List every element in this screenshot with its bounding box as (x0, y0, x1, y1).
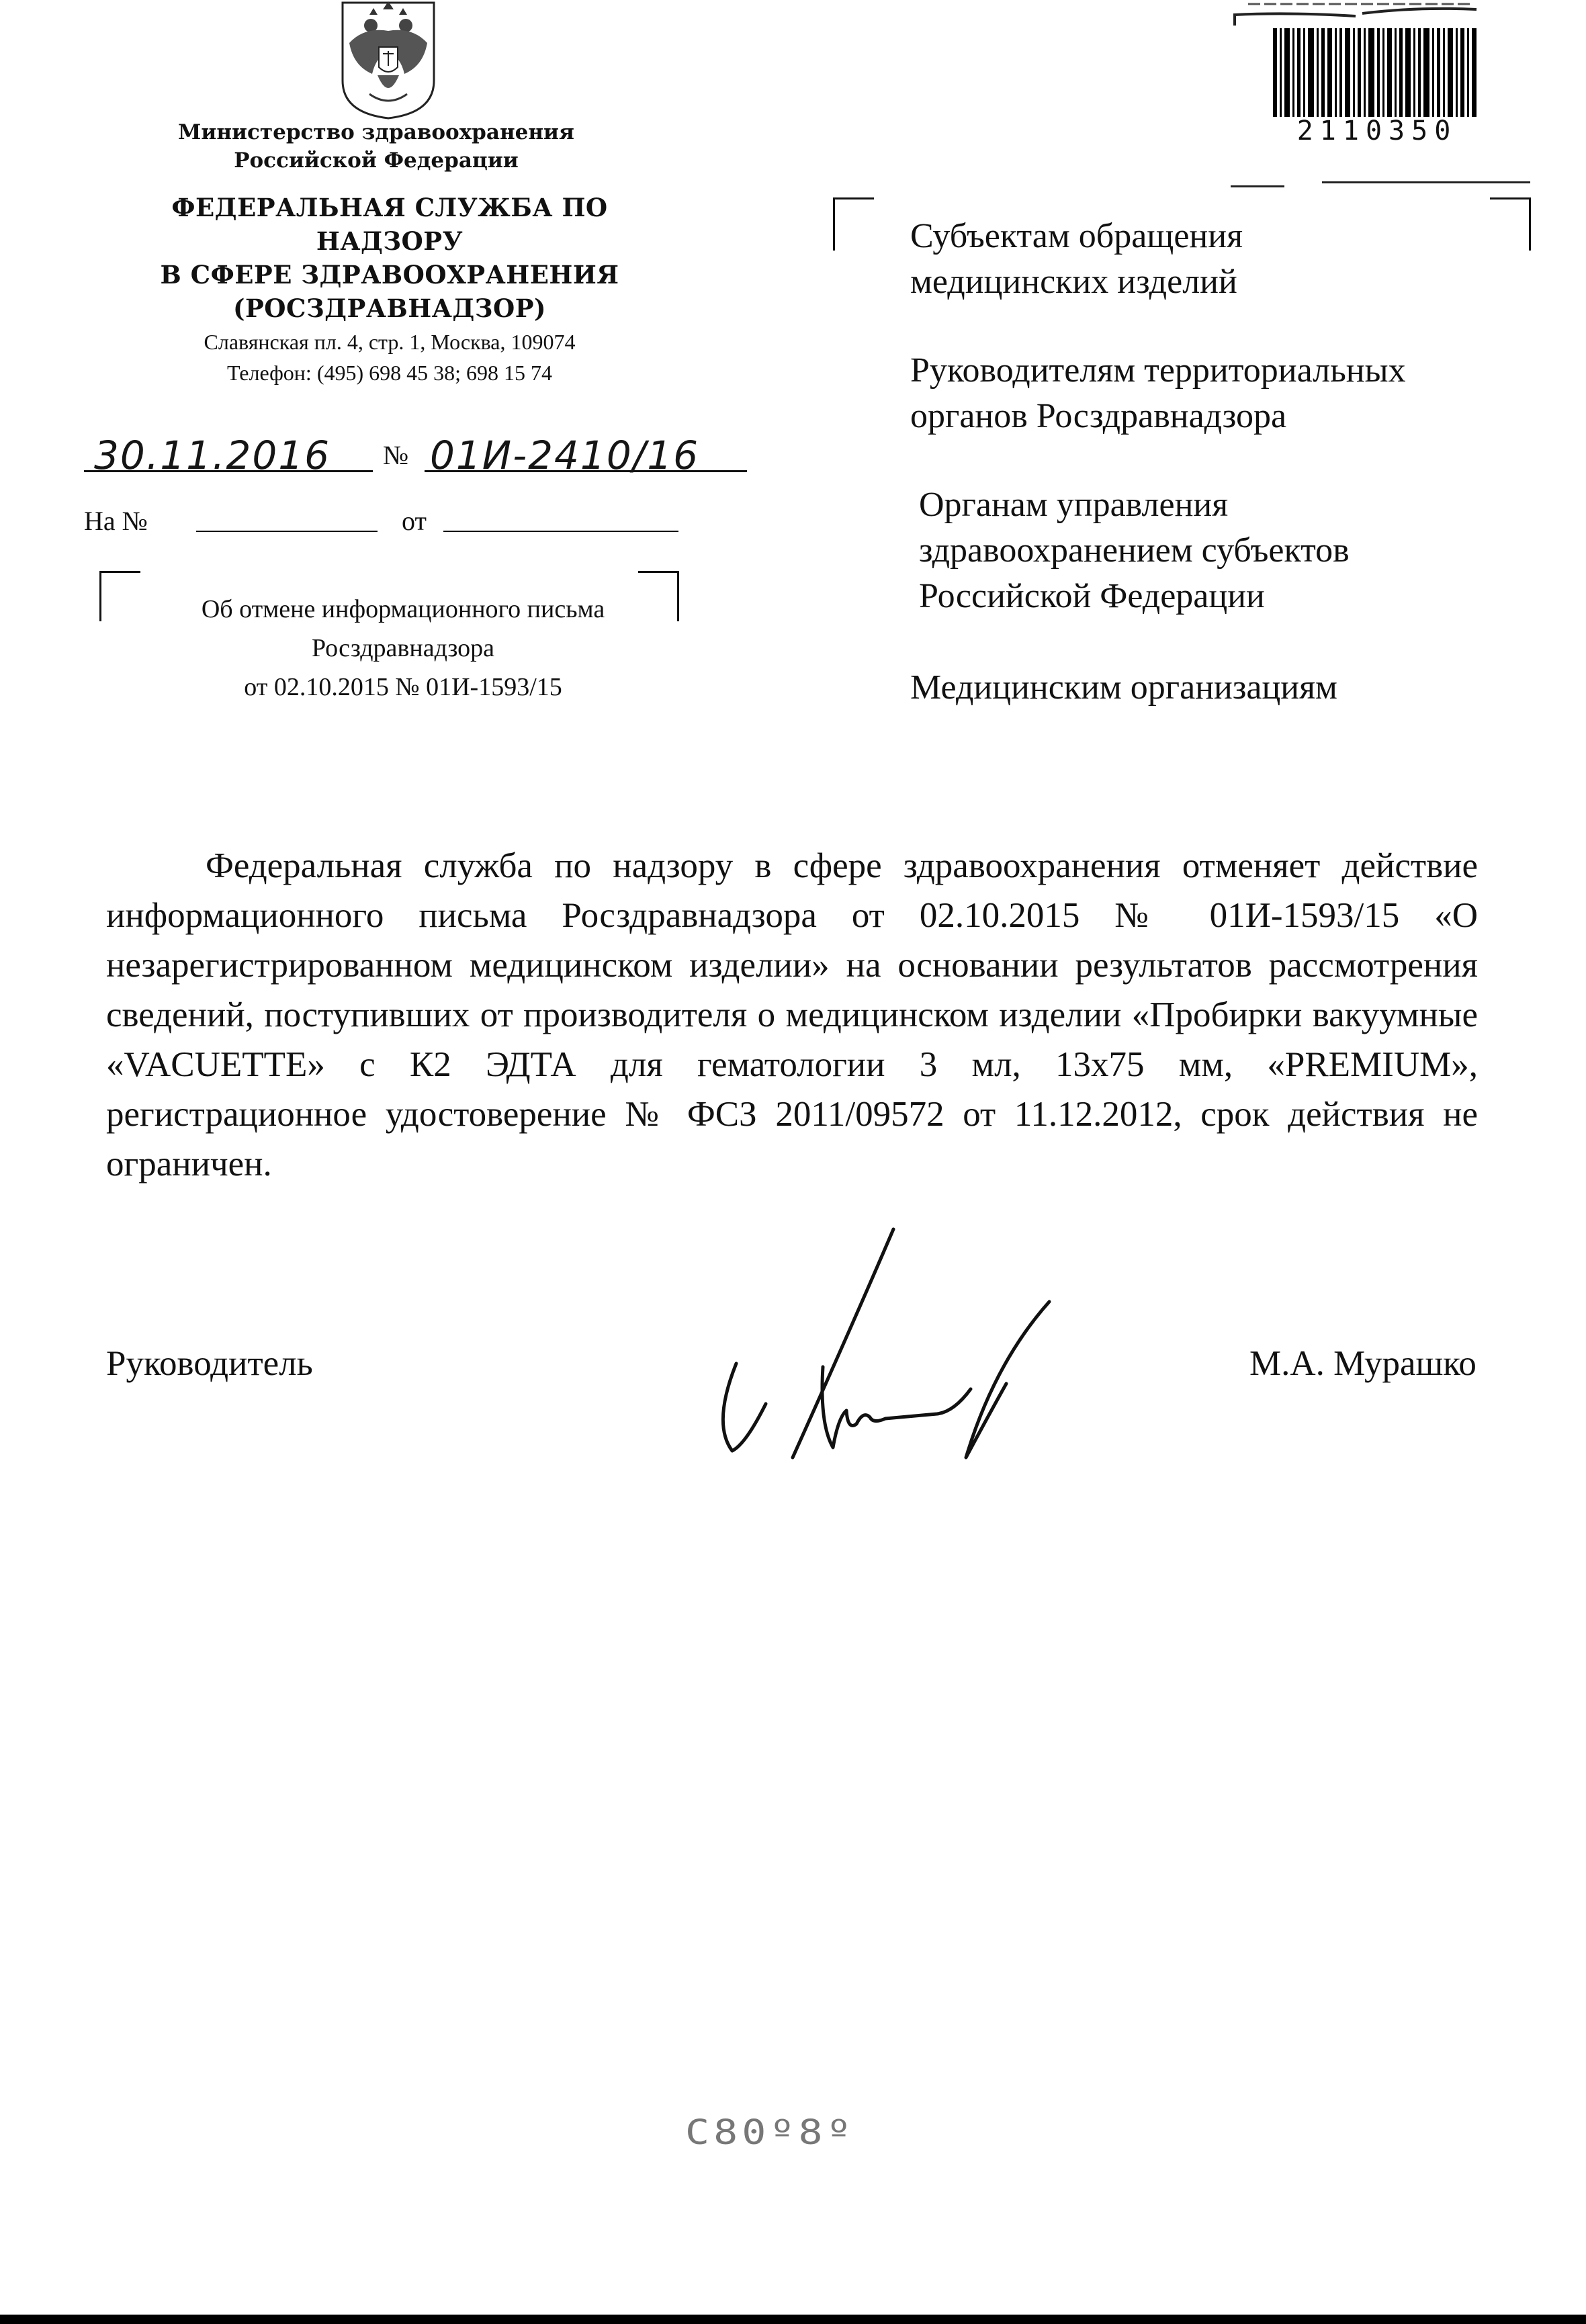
registration-date: 30.11.2016 (94, 433, 331, 478)
addressee-2 (910, 348, 1406, 439)
service-line-1: ФЕДЕРАЛЬНАЯ СЛУЖБА ПО НАДЗОРУ (171, 193, 608, 256)
addressee-3 (919, 482, 1350, 619)
address-line: Славянская пл. 4, стр. 1, Москва, 109074 (204, 330, 576, 354)
signatory-name: М.А. Мурашко (1249, 1344, 1477, 1383)
scan-bottom-edge (0, 2315, 1586, 2324)
subject-line-2: Росздравнадзора (311, 634, 495, 662)
addressee-2-line-1: Руководителям территориальных (910, 351, 1406, 390)
ministry-line-2: Российской Федерации (234, 148, 519, 173)
reply-from-label: от (402, 506, 427, 536)
service-line-2: В СФЕРЕ ЗДРАВООХРАНЕНИЯ (160, 260, 619, 289)
addressee-4-line-1: Медицинским организациям (910, 668, 1337, 707)
addressee-bracket-left (833, 197, 874, 251)
separator-dash-long (1322, 181, 1530, 183)
addressee-2-line-2: органов Росздравнадзора (910, 397, 1287, 435)
phone-line: Телефон: (495) 698 45 38; 698 15 74 (226, 361, 553, 385)
addressee-3-line-2: здравоохранением субъектов (919, 531, 1350, 570)
addressee-1-line-1: Субъектам обращения (910, 217, 1243, 255)
reply-date-blank (443, 531, 678, 532)
barcode-scribble (1228, 0, 1483, 27)
signatory-role: Руководитель (106, 1344, 313, 1383)
letter-subject (134, 590, 672, 707)
sender-address (121, 326, 658, 388)
ministry-name (161, 118, 591, 175)
reply-to-number-blank (196, 531, 378, 532)
addressee-1 (910, 214, 1243, 305)
separator-dash-short (1231, 185, 1284, 187)
addressee-4 (910, 665, 1337, 711)
addressee-3-line-3: Российской Федерации (919, 577, 1265, 615)
reply-to-label: На № (84, 506, 148, 536)
ministry-line-1: Министерство здравоохранения (178, 120, 574, 144)
addressee-1-line-2: медицинских изделий (910, 263, 1237, 301)
registration-number: 01И-2410/16 (430, 433, 700, 478)
barcode (1273, 28, 1480, 117)
service-line-3: (РОСЗДРАВНАДЗОР) (232, 294, 547, 323)
coat-of-arms-emblem (337, 0, 439, 120)
subject-line-1: Об отмене информационного письма (201, 595, 605, 623)
addressee-3-line-1: Органам управления (919, 486, 1229, 524)
registration-number-label: № (383, 440, 409, 470)
barcode-number: 2110350 (1296, 116, 1458, 146)
service-name (94, 191, 685, 325)
subject-line-3: от 02.10.2015 № 01И-1593/15 (244, 673, 562, 701)
addressee-bracket-right (1490, 197, 1531, 251)
letter-body-paragraph: Федеральная служба по надзору в сфере здравоохранения отменяет действие информационного письма Росздравнадзора от 02.10.2015 № 01И-1593/15 «О незарегистрированном медицинском изделии» на основании результатов рассмотрения сведений, поступивших от производителя о медицинском изделии «Пробирки вакуумные «VACUETTE» с К2 ЭДТА для гематологии 3 мл, 13х75 мм, «PREMIUM», регистрационное удостоверение № ФСЗ 2011/09572 от 11.12.2012, срок действия не ограничен. (106, 846, 1478, 1183)
handwritten-signature (705, 1222, 1108, 1505)
faded-stamp-number: C80º8º (685, 2112, 855, 2153)
